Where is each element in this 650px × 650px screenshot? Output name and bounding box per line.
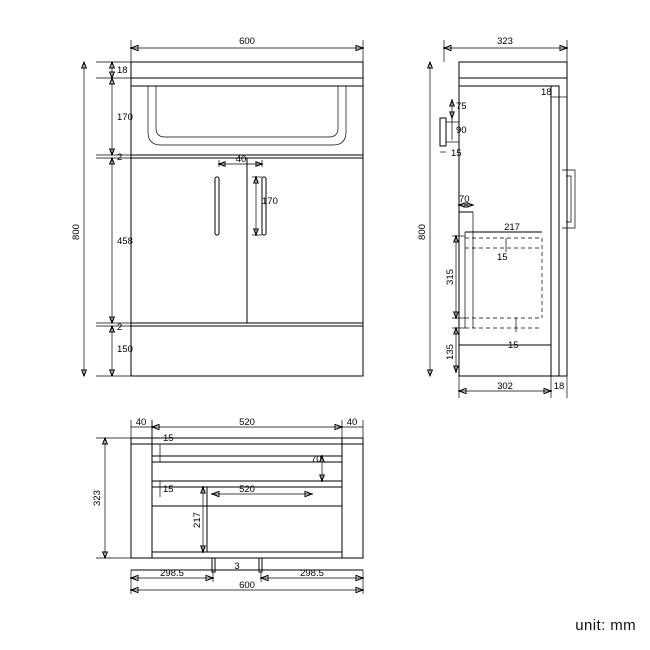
dim-side-body-depth: 302 xyxy=(497,381,513,392)
dim-plan-inner-top: 520 xyxy=(239,417,255,428)
dim-plan-half-left: 298.5 xyxy=(160,568,184,579)
unit-note: unit: mm xyxy=(575,617,636,634)
dim-plan-inner-mid: 520 xyxy=(239,484,255,495)
dim-side-door-thickness: 18 xyxy=(553,381,565,392)
dim-side-height: 800 xyxy=(417,224,428,240)
dim-front-width: 600 xyxy=(239,36,255,47)
side-section-view xyxy=(417,36,575,398)
dim-plan-center-gap: 3 xyxy=(234,561,240,572)
dim-plan-rear-offset: 70 xyxy=(311,454,322,465)
dim-front-recess: 170 xyxy=(117,112,133,123)
dim-side-shelf-offset: 70 xyxy=(459,194,470,205)
dim-side-thickness-a: 15 xyxy=(497,252,508,263)
dim-plan-side-left: 40 xyxy=(135,417,147,428)
dim-front-plinth: 150 xyxy=(117,344,133,355)
dim-handle-offset: 40 xyxy=(235,154,247,165)
dim-front-height: 800 xyxy=(71,224,82,240)
dim-side-lower-height: 135 xyxy=(445,344,456,360)
plan-view xyxy=(92,417,363,594)
dim-front-door-height: 458 xyxy=(117,236,133,247)
dim-plan-front-rail: 15 xyxy=(163,484,174,495)
dim-front-gap-bottom: 2 xyxy=(117,322,123,333)
dim-side-bracket-b: 90 xyxy=(456,125,467,136)
dim-plan-side-right: 40 xyxy=(346,417,358,428)
dim-plan-depth: 323 xyxy=(92,490,103,506)
dim-side-bracket-a: 75 xyxy=(456,101,467,112)
dim-plan-half-right: 298.5 xyxy=(300,568,324,579)
dim-side-depth: 323 xyxy=(497,36,513,47)
dim-plan-back-rail: 15 xyxy=(163,433,174,444)
dim-side-mid-height: 315 xyxy=(445,269,456,285)
dim-side-thickness-b: 15 xyxy=(508,340,519,351)
dim-front-gap-top: 2 xyxy=(117,152,123,163)
dim-plan-shelf-depth: 217 xyxy=(192,512,203,528)
dim-side-door-top: 18 xyxy=(541,87,552,98)
dim-front-top-lip: 18 xyxy=(117,65,128,76)
dim-side-shelf-depth: 217 xyxy=(504,222,520,233)
front-elevation-view xyxy=(71,36,363,376)
dim-plan-width: 600 xyxy=(239,580,255,591)
dim-handle-length: 170 xyxy=(262,196,278,207)
dim-side-bracket-c: 15 xyxy=(451,148,462,159)
